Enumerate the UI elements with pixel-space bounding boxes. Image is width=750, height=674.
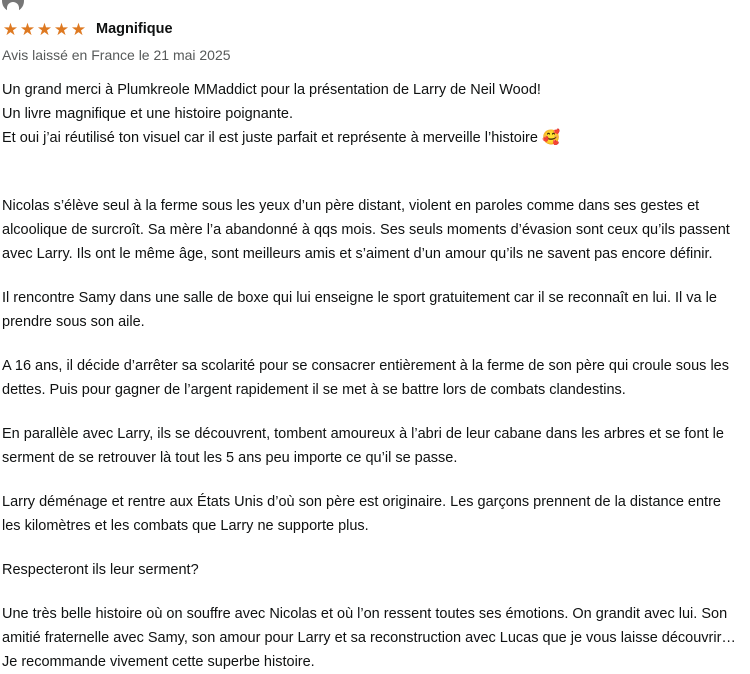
review-title-row bbox=[0, 12, 750, 40]
review-line: Une très belle histoire où on souffre avec Nicolas et où l’on ressent toutes ses émotions. On grandit avec lui. Son amitié fraternelle avec Samy, son amour pour Larry et sa reconstruction avec Lucas que je vous laisse découvrir… bbox=[2, 606, 736, 646]
star-icon-2: ★ bbox=[19, 19, 36, 39]
review-paragraph: Nicolas s’élève seul à la ferme sous les yeux d’un père distant, violent en paroles comme dans ses gestes et alcoolique de surcroît. Sa mère l’a abandonné à qqs mois. Ses seuls moments d’évasion sont ceux qu’ils passent avec Larry. Ils ont le même âge, sont meilleurs amis et s’aiment d’un amour qu’ils ne savent pas encore définir. bbox=[2, 198, 730, 262]
review-line: Je recommande vivement cette superbe histoire. bbox=[2, 654, 315, 670]
review-line: Et oui j’ai réutilisé ton visuel car il est juste parfait et représente à merveille l’histoire 🥰 bbox=[2, 130, 561, 146]
review-paragraph: Il rencontre Samy dans une salle de boxe qui lui enseigne le sport gratuitement car il se reconnaît en lui. Il va le prendre sous son aile. bbox=[2, 290, 717, 330]
review-paragraph: Larry déménage et rentre aux États Unis d’où son père est originaire. Les garçons prennent de la distance entre les kilomètres et les combats que Larry ne supporte plus. bbox=[2, 494, 721, 534]
star-rating[interactable] bbox=[2, 21, 87, 38]
review-paragraph: A 16 ans, il décide d’arrêter sa scolarité pour se consacrer entièrement à la ferme de son père qui croule sous les dettes. Puis pour gagner de l’argent rapidement il se met à se battre lors de combats clandestins. bbox=[2, 358, 729, 398]
star-icon-5: ★ bbox=[70, 19, 87, 39]
review-paragraph: Respecteront ils leur serment? bbox=[2, 562, 199, 578]
review-paragraph bbox=[2, 78, 742, 150]
star-icon-1: ★ bbox=[2, 19, 19, 39]
review-paragraph bbox=[2, 602, 742, 674]
review-body bbox=[0, 65, 750, 674]
user-avatar-icon bbox=[2, 0, 24, 12]
star-icon-4: ★ bbox=[53, 19, 70, 39]
reviewer-header bbox=[0, 0, 750, 12]
review-line: Un grand merci à Plumkreole MMaddict pour la présentation de Larry de Neil Wood! bbox=[2, 82, 541, 98]
review-title[interactable]: Magnifique bbox=[96, 21, 173, 37]
review-line: Un livre magnifique et une histoire poignante. bbox=[2, 106, 293, 122]
review-paragraph-spacer bbox=[2, 150, 742, 174]
star-icon-3: ★ bbox=[36, 19, 53, 39]
review-paragraph: En parallèle avec Larry, ils se découvrent, tombent amoureux à l’abri de leur cabane dans les arbres et se font le serment de se retrouver là tout les 5 ans peu importe ce qu’il se passe. bbox=[2, 426, 724, 466]
review-meta: Avis laissé en France le 21 mai 2025 bbox=[2, 47, 231, 63]
